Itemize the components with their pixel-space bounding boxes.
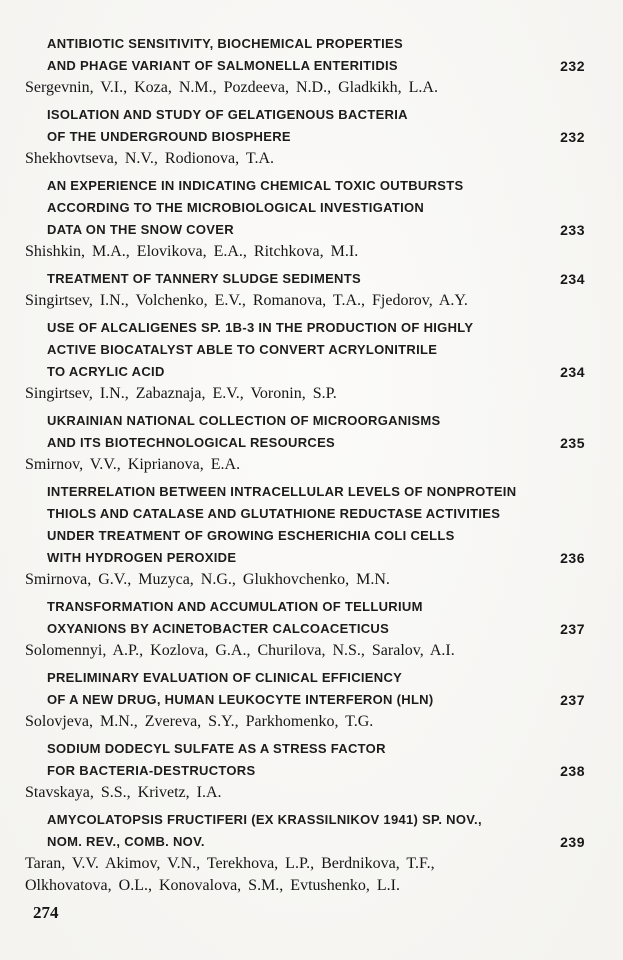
entry-page-number: 236 [560, 550, 585, 566]
entry-author-line: Taran, V.V. Akimov, V.N., Terekhova, L.P., Berdnikova, T.F., [25, 855, 435, 872]
entry-title [47, 104, 585, 148]
entry-author-line: Singirtsev, I.N., Volchenko, E.V., Romanova, T.A., Fjedorov, A.Y. [25, 292, 468, 309]
entry-title [47, 317, 585, 383]
entry-title [47, 596, 585, 640]
entry-title-line: WITH HYDROGEN PEROXIDE [47, 550, 237, 565]
entry-authors [25, 77, 585, 99]
entry-author-line: Solomennyi, A.P., Kozlova, G.A., Churilova, N.S., Saralov, A.I. [25, 642, 455, 659]
entry-title-line: THIOLS AND CATALASE AND GLUTATHIONE REDUCTASE ACTIVITIES [47, 506, 501, 521]
entry-authors [25, 640, 585, 662]
toc-entry [25, 268, 585, 312]
entry-title-line: ISOLATION AND STUDY OF GELATIGENOUS BACTERIA [47, 107, 408, 122]
entry-title-line: FOR BACTERIA-DESTRUCTORS [47, 763, 256, 778]
entry-author-line: Solovjeva, M.N., Zvereva, S.Y., Parkhomenko, T.G. [25, 713, 374, 730]
entry-title-line: OXYANIONS BY ACINETOBACTER CALCOACETICUS [47, 621, 390, 636]
entry-title-line: AN EXPERIENCE IN INDICATING CHEMICAL TOXIC OUTBURSTS [47, 178, 464, 193]
entry-title-line: NOM. REV., COMB. NOV. [47, 834, 205, 849]
entry-authors [25, 454, 585, 476]
toc-entry [25, 738, 585, 804]
entry-authors [25, 782, 585, 804]
toc-entry [25, 175, 585, 263]
entry-title-line: AND PHAGE VARIANT OF SALMONELLA ENTERITIDIS [47, 58, 398, 73]
entry-title-line: ANTIBIOTIC SENSITIVITY, BIOCHEMICAL PROPERTIES [47, 36, 403, 51]
entry-title [47, 268, 585, 290]
toc-entry [25, 410, 585, 476]
toc-entry [25, 33, 585, 99]
entry-title-line: USE OF ALCALIGENES SP. 1B-3 IN THE PRODUCTION OF HIGHLY [47, 320, 474, 335]
entry-title-line: AMYCOLATOPSIS FRUCTIFERI (EX KRASSILNIKOV 1941) SP. NOV., [47, 812, 482, 827]
entry-page-number: 232 [560, 129, 585, 145]
entry-title [47, 410, 585, 454]
entry-page-number: 233 [560, 222, 585, 238]
toc-entry [25, 809, 585, 897]
entry-author-line: Olkhovatova, O.L., Konovalova, S.M., Evtushenko, L.I. [25, 877, 400, 894]
entry-page-number: 238 [560, 763, 585, 779]
entry-title-line: UNDER TREATMENT OF GROWING ESCHERICHIA COLI CELLS [47, 528, 455, 543]
entry-title-line: TREATMENT OF TANNERY SLUDGE SEDIMENTS [47, 271, 361, 286]
entry-title [47, 481, 585, 569]
entry-title [47, 667, 585, 711]
entry-author-line: Sergevnin, V.I., Koza, N.M., Pozdeeva, N.D., Gladkikh, L.A. [25, 79, 438, 96]
entry-authors [25, 241, 585, 263]
entry-title-line: SODIUM DODECYL SULFATE AS A STRESS FACTOR [47, 741, 386, 756]
entry-page-number: 237 [560, 692, 585, 708]
toc-list [25, 33, 585, 897]
entry-authors [25, 290, 585, 312]
entry-page-number: 237 [560, 621, 585, 637]
toc-entry [25, 596, 585, 662]
entry-authors [25, 383, 585, 405]
entry-title-line: PRELIMINARY EVALUATION OF CLINICAL EFFICIENCY [47, 670, 403, 685]
entry-title-line: ACTIVE BIOCATALYST ABLE TO CONVERT ACRYLONITRILE [47, 342, 438, 357]
entry-title-line: INTERRELATION BETWEEN INTRACELLULAR LEVELS OF NONPROTEIN [47, 484, 517, 499]
entry-author-line: Shishkin, M.A., Elovikova, E.A., Ritchkova, M.I. [25, 243, 359, 260]
entry-author-line: Shekhovtseva, N.V., Rodionova, T.A. [25, 150, 274, 167]
toc-entry [25, 317, 585, 405]
toc-entry [25, 667, 585, 733]
entry-title-line: OF A NEW DRUG, HUMAN LEUKOCYTE INTERFERON (HLN) [47, 692, 434, 707]
entry-authors [25, 853, 585, 897]
entry-title-line: TRANSFORMATION AND ACCUMULATION OF TELLURIUM [47, 599, 423, 614]
entry-page-number: 234 [560, 271, 585, 287]
entry-title [47, 738, 585, 782]
entry-page-number: 232 [560, 58, 585, 74]
entry-title-line: AND ITS BIOTECHNOLOGICAL RESOURCES [47, 435, 336, 450]
entry-page-number: 235 [560, 435, 585, 451]
toc-entry [25, 481, 585, 591]
entry-title [47, 809, 585, 853]
entry-author-line: Singirtsev, I.N., Zabaznaja, E.V., Voronin, S.P. [25, 385, 337, 402]
entry-title-line: UKRAINIAN NATIONAL COLLECTION OF MICROORGANISMS [47, 413, 441, 428]
entry-authors [25, 148, 585, 170]
entry-author-line: Smirnova, G.V., Muzyca, N.G., Glukhovchenko, M.N. [25, 571, 390, 588]
entry-page-number: 234 [560, 364, 585, 380]
entry-title-line: TO ACRYLIC ACID [47, 364, 165, 379]
entry-authors [25, 569, 585, 591]
toc-entry [25, 104, 585, 170]
entry-author-line: Stavskaya, S.S., Krivetz, I.A. [25, 784, 222, 801]
entry-title-line: DATA ON THE SNOW COVER [47, 222, 234, 237]
entry-title [47, 175, 585, 241]
entry-title-line: ACCORDING TO THE MICROBIOLOGICAL INVESTIGATION [47, 200, 425, 215]
entry-title-line: OF THE UNDERGROUND BIOSPHERE [47, 129, 291, 144]
entry-page-number: 239 [560, 834, 585, 850]
entry-title [47, 33, 585, 77]
entry-author-line: Smirnov, V.V., Kiprianova, E.A. [25, 456, 241, 473]
footer-page-number: 274 [33, 903, 59, 922]
entry-authors [25, 711, 585, 733]
